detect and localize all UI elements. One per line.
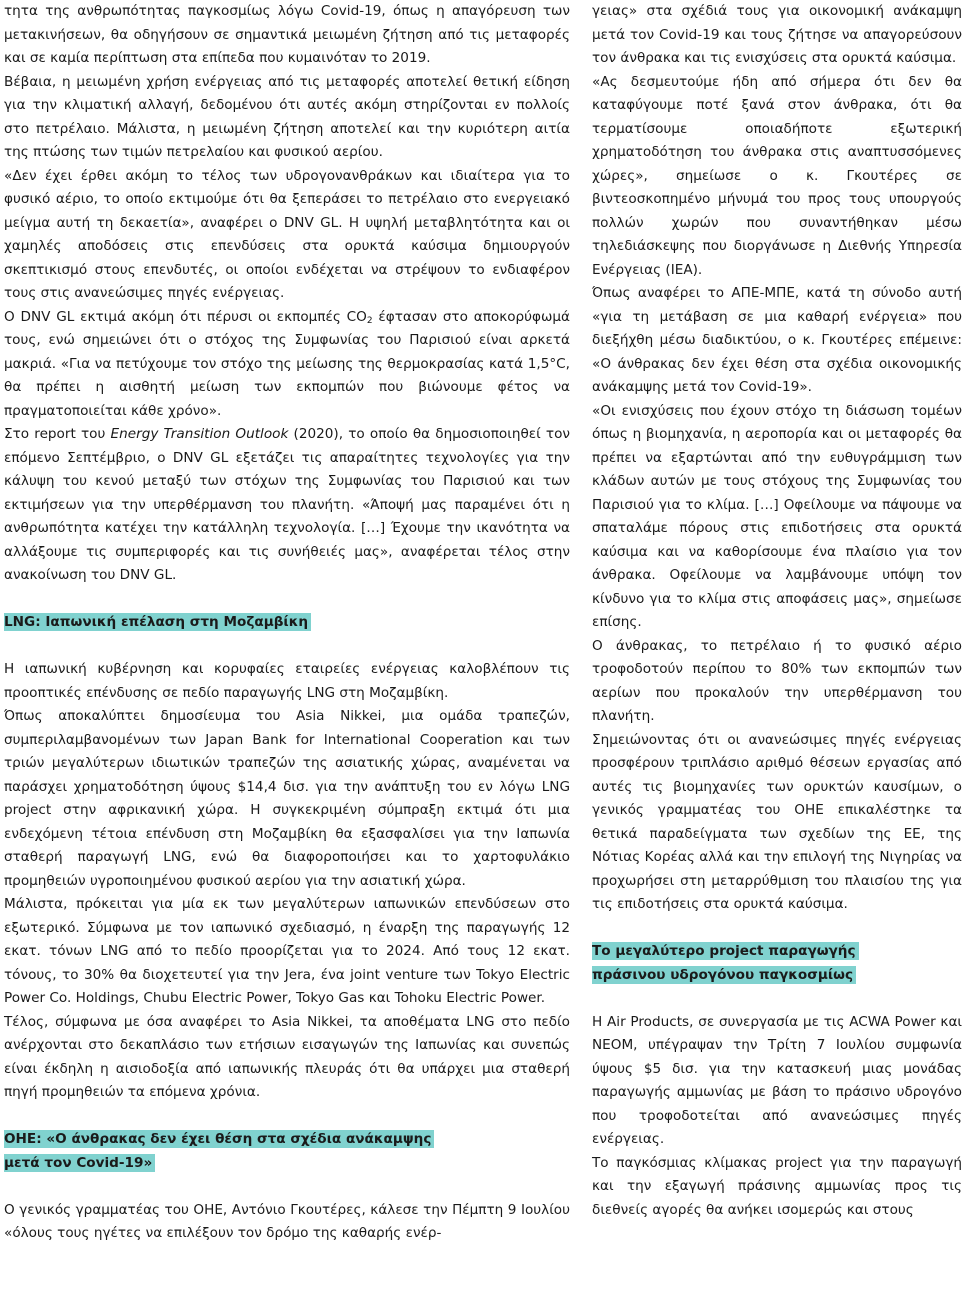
paragraph: Η ιαπωνική κυβέρνηση και κορυφαίες εταιρείες ενέργειας καλοβλέπουν τις προοπτικές επένδυσης σε πεδίο παραγωγής LNG στη Μοζαμβίκη.: [4, 661, 570, 701]
paragraph: «Οι ενισχύσεις που έχουν στόχο τη διάσωση τομέων όπως η βιομηχανία, η αεροπορία και οι μεταφορές θα πρέπει να εξαρτώνται από την ευθυγράμμιση των κλάδων αυτών με τους στόχους της Συμφωνίας του Παρισιού για το κλίμα. […] Οφείλουμε να πάψουμε να σπαταλάμε πόρους στις επιδοτήσεις στα ορυκτά καύσιμα και να καθορίσουμε ένα πλαίσιο για τον άνθρακα. Οφείλουμε να λαμβάνουμε υπόψη τον κίνδυνο για το κλίμα στις αποφάσεις μας», σημείωσε επίσης.: [592, 402, 962, 630]
section-heading-lng: [4, 611, 570, 635]
paragraph: Τέλος, σύμφωνα με όσα αναφέρει το Asia Nikkei, τα αποθέματα LNG στο πεδίο ανέρχονται στο δεκαπλάσιο των ετήσιων εισαγωγών της Ιαπωνίας και συνεπώς είναι έκδηλη η αισιοδοξία από ιαπωνικής πλευράς ότι θα υπάρχει μια σταθερή πηγή προμηθειών τα επόμενα χρόνια.: [4, 1013, 570, 1100]
paragraph: Το παγκόσμιας κλίμακας project για την παραγωγή και την εξαγωγή πράσινης αμμωνίας προς τις διεθνείς αγορές θα ανήκει ισομερώς και στους: [592, 1154, 962, 1218]
heading-text: πράσινου υδρογόνου παγκοσμίως: [592, 966, 856, 984]
paragraph: Ο άνθρακας, το πετρέλαιο ή το φυσικό αέριο τροφοδοτούν περίπου το 80% των εκπομπών των αερίων που προκαλούν την υπερθέρμανση του πλανήτη.: [592, 637, 962, 724]
paragraph: [4, 423, 570, 588]
paragraph: γειας» στα σχέδιά τους για οικονομική ανάκαμψη μετά τον Covid-19 και τους ζήτησε να απαγορεύσουν τον άνθρακα και τις ενισχύσεις στα ορυκτά καύσιμα.: [592, 3, 962, 66]
paragraph: Η Air Products, σε συνεργασία με τις ACWA Power και NEOM, υπέγραψαν την Τρίτη 7 Ιουλίου συμφωνία ύψους $5 δισ. για την κατασκευή μιας μονάδας παραγωγής αμμωνίας με βάση το πράσινο υδρογόνο που τροφοδοτείται από ανανεώσιμες πηγές ενέργειας.: [592, 1013, 962, 1147]
text-run: Ο DNV GL εκτιμά ακόμη ότι πέρυσι οι εκπομπές CO: [4, 308, 367, 325]
paragraph: Σημειώνοντας ότι οι ανανεώσιμες πηγές ενέργειας προσφέρουν τριπλάσιο αριθμό θέσεων εργασίας από αυτές τις βιομηχανίες των ορυκτών καυσίμων, ο γενικός γραμματέας του ΟΗΕ επικαλέστηκε τα θετικά παραδείγματα των σχεδίων της ΕΕ, της Νότιας Κορέας αλλά και την επιλογή της Νιγηρίας να προχωρήσει στη μεταρρύθμιση του πλαισίου της για τις επιδοτήσεις στα ορυκτά καύσιμα.: [592, 731, 962, 912]
left-column: [4, 0, 570, 1246]
section-heading-un: [4, 1128, 570, 1175]
report-title: Energy Transition Outlook: [110, 426, 289, 442]
paragraph: Βέβαια, η μειωμένη χρήση ενέργειας από τις μεταφορές αποτελεί θετική είδηση για την κλιματική αλλαγή, δεδομένου ότι αυτές ακόμη στηρίζονται εν πολλοίς στο πετρέλαιο. Μάλιστα, η μειωμένη ζήτηση αποτελεί και την κυριότερη αιτία της πτώσης των τιμών πετρελαίου και φυσικού αερίου.: [4, 73, 570, 160]
paragraph: τητα της ανθρωπότητας παγκοσμίως λόγω Covid-19, όπως η απαγόρευση των μετακινήσεων, θα οδηγήσουν σε σημαντικά μειωμένη ζήτηση από τις μεταφορές και σε καμία περίπτωση στα επίπεδα που κυμαινόταν το 2019.: [4, 3, 570, 66]
paragraph: Όπως αναφέρει το ΑΠΕ-ΜΠΕ, κατά τη σύνοδο αυτή «για τη μετάβαση σε μια καθαρή ενέργεια» που διεξήχθη μέσω διαδικτύου, ο κ. Γκουτέρες επέμεινε: «Ο άνθρακας δεν έχει θέση στα σχέδια οικονομικής ανάκαμψης μετά τον Covid-19».: [592, 285, 962, 395]
heading-text: LNG: Ιαπωνική επέλαση στη Μοζαμβίκη: [4, 613, 311, 631]
paragraph: Όπως αποκαλύπτει δημοσίευμα του Asia Nikkei, μια ομάδα τραπεζών, συμπεριλαμβανομένων των Japan Bank for International Cooperation και των τριών μεγαλύτερων ιδιωτικών τραπεζών της ασιατικής χώρας, αναμένεται να παράσχει χρηματοδότηση ύψους $14,4 δισ. για την ανάπτυξη του εν λόγω LNG project στην αφρικανική χώρα. Η συγκεκριμένη σύμπραξη εκτιμά ότι μια ενδεχόμενη τέτοια επένδυση στη Μοζαμβίκη θα εξασφαλίσει για την Ιαπωνία σταθερή παραγωγή LNG, ενώ θα διαφοροποιήσει και το χαρτοφυλάκιο προμηθειών υγροποιημένου φυσικού αερίου για την ασιατική χώρα.: [4, 708, 570, 889]
paragraph: [4, 306, 570, 424]
heading-text: μετά τον Covid-19»: [4, 1154, 155, 1172]
paragraph: Ο γενικός γραμματέας του ΟΗΕ, Αντόνιο Γκουτέρες, κάλεσε την Πέμπτη 9 Ιουλίου «όλους τους ηγέτες να επιλέξουν τον δρόμο της καθαρής ενέρ-: [4, 1201, 570, 1241]
subscript: 2: [366, 315, 373, 326]
heading-text: Το μεγαλύτερο project παραγωγής: [592, 942, 859, 960]
section-heading-hydrogen: [592, 940, 962, 987]
text-run: (2020), το οποίο θα δημοσιοποιηθεί τον επόμενο Σεπτέμβριο, ο DNV GL εξετάζει τις απαραίτητες τεχνολογίες για την κάλυψη του κενού μεταξύ των στόχων της Συμφωνίας του Παρισιού και των εκτιμήσεων για την υπερθέρμανση του πλανήτη. «Άποψή μας παραμένει ότι η ανθρωπότητα κατέχει την κατάλληλη τεχνολογία. […] Έχουμε την ικανότητα να αλλάξουμε τις συμπεριφορές και τις συνήθειές μας», αναφέρεται τέλος στην ανακοίνωση του DNV GL.: [4, 426, 570, 583]
heading-text: ΟΗΕ: «Ο άνθρακας δεν έχει θέση στα σχέδια ανάκαμψης: [4, 1130, 434, 1148]
paragraph: «Ας δεσμευτούμε ήδη από σήμερα ότι δεν θα καταφύγουμε ποτέ ξανά στον άνθρακα, ότι θα τερματίσουμε οποιαδήποτε εξωτερική χρηματοδότηση του άνθρακα στις αναπτυσσόμενες χώρες», σημείωσε ο κ. Γκουτέρες σε βιντεοσκοπημένο μήνυμά του προς τους υπουργούς πολλών χωρών που συναντήθηκαν μέσω τηλεδιάσκεψης που διοργάνωσε η Διεθνής Υπηρεσία Ενέργειας (IEA).: [592, 73, 962, 278]
paragraph: Μάλιστα, πρόκειται για μία εκ των μεγαλύτερων ιαπωνικών επενδύσεων στο εξωτερικό. Σύμφωνα με τον ιαπωνικό σχεδιασμό, η έναρξη της παραγωγής 12 εκατ. τόνων LNG από το πεδίο προορίζεται για το 2024. Από τους 12 εκατ. τόνους, το 30% θα διοχετευτεί για την Jera, ένα joint venture των Tokyo Electric Power Co. Holdings, Chubu Electric Power, Tokyo Gas και Tohoku Electric Power.: [4, 896, 570, 1006]
paragraph: «Δεν έχει έρθει ακόμη το τέλος των υδρογονανθράκων και ιδιαίτερα για το φυσικό αέριο, το οποίο εκτιμούμε ότι θα ξεπεράσει το πετρέλαιο στο ενεργειακό μείγμα αυτή τη δεκαετία», αναφέρει ο DNV GL. Η υψηλή μεταβλητότητα και οι χαμηλές αποδόσεις στις επενδύσεις στα ορυκτά καύσιμα δημιουργούν σκεπτικισμό στους επενδυτές, οι οποίοι ενδέχεται να στρέψουν το ενδιαφέρον τους στις ανανεώσιμες πηγές ενέργειας.: [4, 167, 570, 301]
text-run: Στο report του: [4, 426, 111, 442]
right-column: [592, 0, 962, 1222]
text-run: έφτασαν στο αποκορύφωμά τους, ενώ σημειώνει ότι ο στόχος της Συμφωνίας του Παρισιού είναι αρκετά μακριά. «Για να πετύχουμε τον στόχο της μείωσης της θερμοκρασίας κατά 1,5°C, θα πρέπει η αισθητή μείωση των εκπομπών που βιώνουμε φέτος να πραγματοποιείται κάθε χρόνο».: [4, 308, 570, 419]
